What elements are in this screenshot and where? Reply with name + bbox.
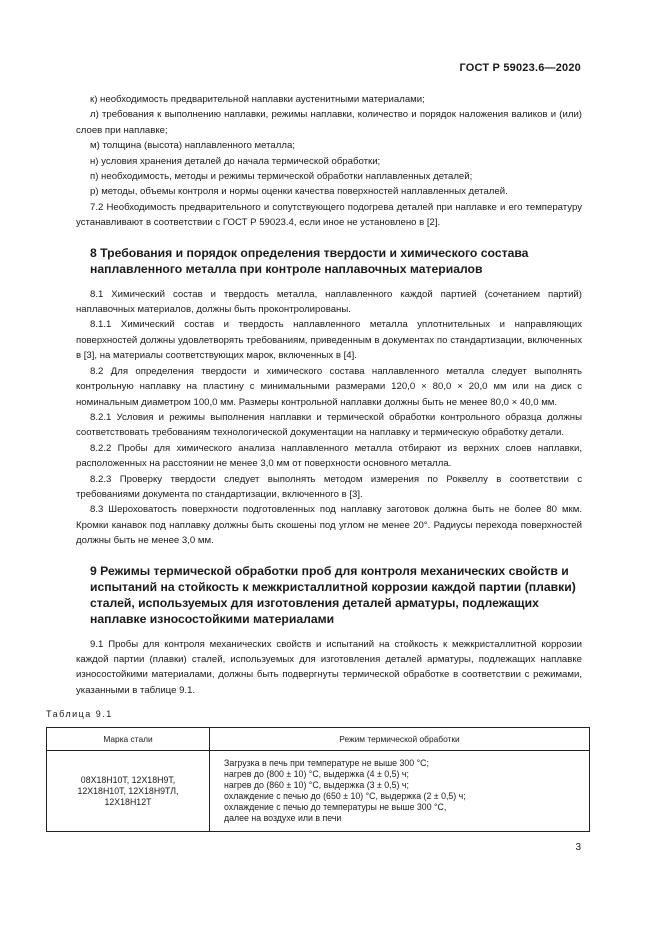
regime-line: Загрузка в печь при температуре не выше 300 °С; xyxy=(224,758,429,769)
list-item-l: л) требования к выполнению наплавки, режимы наплавки, количество и порядок наложения валиков и (или) слоев при наплавке; xyxy=(76,109,582,136)
table-9-1 xyxy=(46,727,590,832)
paragraph-8-2-1: 8.2.1 Условия и режимы выполнения наплавки и термической обработки контрольного образца должны соответствовать требованиям технологической документации на наплавку и термическую обработку детали. xyxy=(76,411,582,439)
grade-line: 08Х18Н10Т, 12Х18Н9Т, xyxy=(80,774,176,785)
paragraph-7-2: 7.2 Необходимость предварительного и сопутствующего подогрева деталей при наплавке и его температуру устанавливают в соответствии с ГОСТ Р 59023.4, если иное не установлено в [2]. xyxy=(76,201,582,229)
table-header-row xyxy=(47,728,590,751)
regime-line: охлаждение с печью до температуры не выше 300 °С, xyxy=(224,802,447,813)
paragraph-8-2-3: 8.2.3 Проверку твердости следует выполнять методом измерения по Роквеллу в соответствии с требованиями документа по стандартизации, включенного в [3]. xyxy=(76,473,582,500)
regime-line: нагрев до (800 ± 10) °С, выдержка (4 ± 0,5) ч; xyxy=(224,769,409,780)
heat-treatment-cell xyxy=(210,751,590,832)
regime-line: охлаждение с печью до (650 ± 10) °С, выдержка (2 ± 0,5) ч; xyxy=(224,791,466,802)
document-code: ГОСТ Р 59023.6—2020 xyxy=(459,62,581,74)
table-row xyxy=(47,751,590,832)
paragraph-8-3: 8.3 Шероховатость поверхности подготовленных под наплавку заготовок должна быть не более 80 мкм. Кромки канавок под наплавку должны быть скошены под углом не менее 20°. Радиусы перехода поверхностей должны быть не менее 3,0 мм. xyxy=(76,504,582,547)
list-item-r: р) методы, объемы контроля и нормы оценки качества поверхностей наплавленных деталей. xyxy=(90,186,508,198)
section-9-title: 9 Режимы термической обработки проб для контроля механических свойств и испытаний на стойкость к межкристаллитной коррозии каждой партии (плавки) сталей, используемых для изготовления деталей арматуры, подлежащих наплавке износостойкими материалами xyxy=(90,563,576,626)
page-number: 3 xyxy=(575,842,581,853)
regime-line: нагрев до (860 ± 10) °С, выдержка (3 ± 0,5) ч; xyxy=(224,780,409,791)
grade-line: 12Х18Н10Т, 12Х18Н9ТЛ, xyxy=(77,785,179,796)
paragraph-8-1: 8.1 Химический состав и твердость металла, наплавленного каждой партией (сочетанием партий) наплавочных материалов, должны быть проконтролированы. xyxy=(76,288,582,316)
list-item-n: н) условия хранения деталей до начала термической обработки; xyxy=(90,155,381,167)
grade-line: 12Х18Н12Т xyxy=(104,796,152,807)
header-heat-treatment: Режим термической обработки xyxy=(210,728,590,751)
list-item-p: п) необходимость, методы и режимы термической обработки наплавленных деталей; xyxy=(90,171,473,183)
paragraph-9-1: 9.1 Пробы для контроля механических свойств и испытаний на стойкость к межкристаллитной коррозии каждой партии (плавки) сталей, используемых для изготовления деталей арматуры, подлежащих наплавке износостойкими материалами, должны быть подвергнуты термической обработке в соответствии с режимами, указанными в таблице 9.1. xyxy=(76,638,582,696)
section-8-title: 8 Требования и порядок определения твердости и химического состава наплавленного металла при контроле наплавочных материалов xyxy=(90,245,529,276)
paragraph-8-2-2: 8.2.2 Пробы для химического анализа наплавленного металла отбирают из верхних слоев наплавки, расположенных на расстоянии не менее 3,0 мм от поверхности основного металла. xyxy=(76,442,582,470)
steel-grades-cell xyxy=(47,751,210,832)
document-body xyxy=(46,92,582,832)
regime-line: далее на воздухе или в печи xyxy=(224,813,342,824)
list-item-m: м) толщина (высота) наплавленного металла; xyxy=(90,140,295,152)
list-item-k: к) необходимость предварительной наплавки аустенитными материалами; xyxy=(90,94,425,105)
table-caption: Таблица 9.1 xyxy=(46,709,113,720)
paragraph-8-1-1: 8.1.1 Химический состав и твердость наплавленного металла уплотнительных и направляющих поверхностей должны удовлетворять требованиям, приведенным в документах по стандартизации, включенных в [3], на материалы соответствующих марок, включенных в [4]. xyxy=(76,319,582,362)
header-steel-grade: Марка стали xyxy=(47,728,210,751)
paragraph-8-2: 8.2 Для определения твердости и химического состава наплавленного металла следует выполнять контрольную наплавку на пластину с минимальными размерами 120,0 × 80,0 × 20,0 мм или на диск с номинальным диаметром 100,0 мм. Размеры контрольной наплавки должны быть не менее 80,0 × 40,0 мм. xyxy=(76,365,582,408)
